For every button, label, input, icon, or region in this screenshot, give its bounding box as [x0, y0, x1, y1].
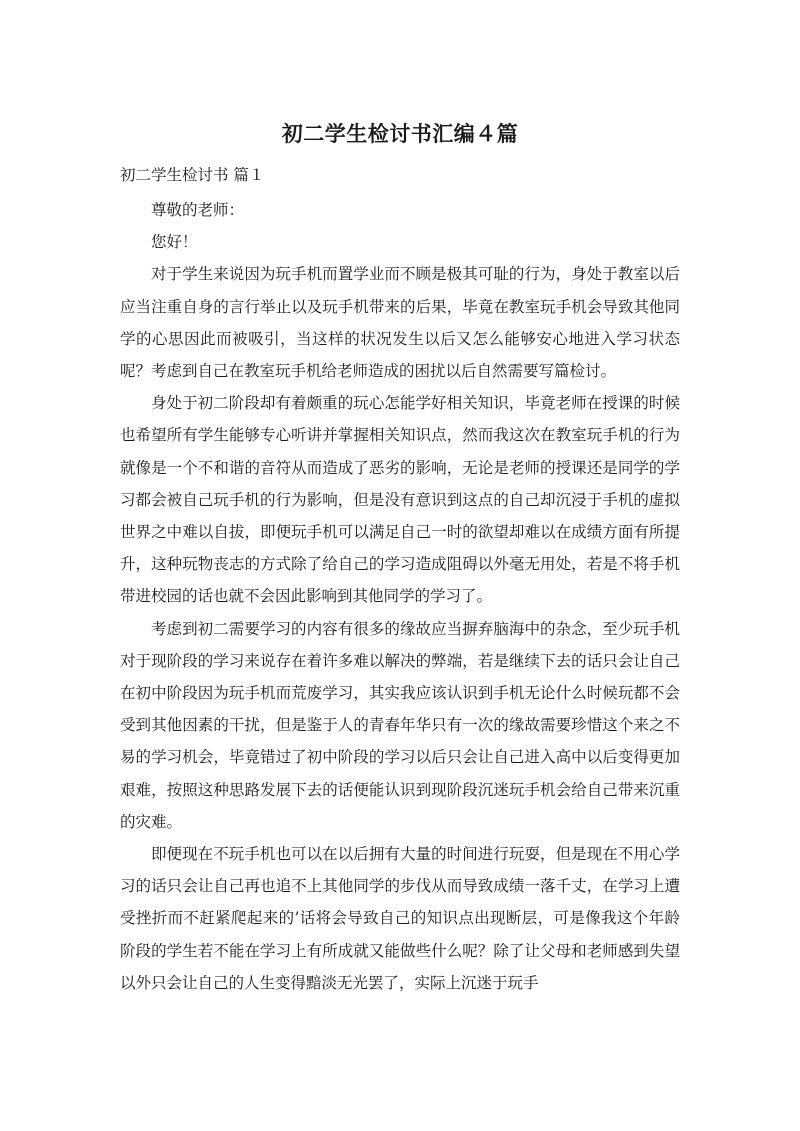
body-paragraph: 对于学生来说因为玩手机而置学业而不顾是极其可耻的行为，身处于教室以后应当注重自身的言行举止以及玩手机带来的后果，毕竟在教室玩手机会导致其他同学的心思因此而被吸引，当这样的状况发生以后又怎么能够安心地进入学习状态呢？考虑到自己在教室玩手机给老师造成的困扰以后自然需要写篇检讨。	[120, 265, 680, 381]
salutation: 尊敬的老师：	[151, 201, 245, 219]
document-title: 初二学生检讨书汇编４篇	[281, 122, 519, 146]
body-paragraph: 考虑到初二需要学习的内容有很多的缘故应当摒弃脑海中的杂念，至少玩手机对于现阶段的学习来说存在着许多难以解决的弊端，若是继续下去的话只会让自己在初中阶段因为玩手机而荒废学习，其实我应该认识到手机无论什么时候玩都不会受到其他因素的干扰，但是鉴于人的青春年华只有一次的缘故需要珍惜这个来之不易的学习机会，毕竟错过了初中阶段的学习以后只会让自己进入高中以后变得更加艰难，按照这种思路发展下去的话便能认识到现阶段沉迷玩手机会给自己带来沉重的灾难。	[120, 619, 680, 831]
body-paragraph: 即便现在不玩手机也可以在以后拥有大量的时间进行玩耍，但是现在不用心学习的话只会让自己再也追不上其他同学的步伐从而导致成绩一落千丈，在学习上遭受挫折而不赶紧爬起来的’话将会导致自己的知识点出现断层，可是像我这个年龄阶段的学生若不能在学习上有所成就又能做些什么呢？除了让父母和老师感到失望以外只会让自己的人生变得黯淡无光罢了，实际上沉迷于玩手	[120, 845, 680, 992]
document-body	[120, 194, 680, 999]
body-paragraph: 身处于初二阶段却有着颇重的玩心怎能学好相关知识，毕竟老师在授课的时候也希望所有学生能够专心听讲并掌握相关知识点，然而我这次在教室玩手机的行为就像是一个不和谐的音符从而造成了恶劣的影响，无论是老师的授课还是同学的学习都会被自己玩手机的行为影响，但是没有意识到这点的自己却沉浸于手机的虚拟世界之中难以自拔，即便玩手机可以满足自己一时的欲望却难以在成绩方面有所提升，这种玩物丧志的方式除了给自己的学习造成阻碍以外毫无用处，若是不将手机带进校园的话也就不会因此影响到其他同学的学习了。	[120, 394, 680, 606]
section-heading: 初二学生检讨书 篇１	[120, 166, 265, 184]
greeting: 您好！	[151, 233, 198, 252]
